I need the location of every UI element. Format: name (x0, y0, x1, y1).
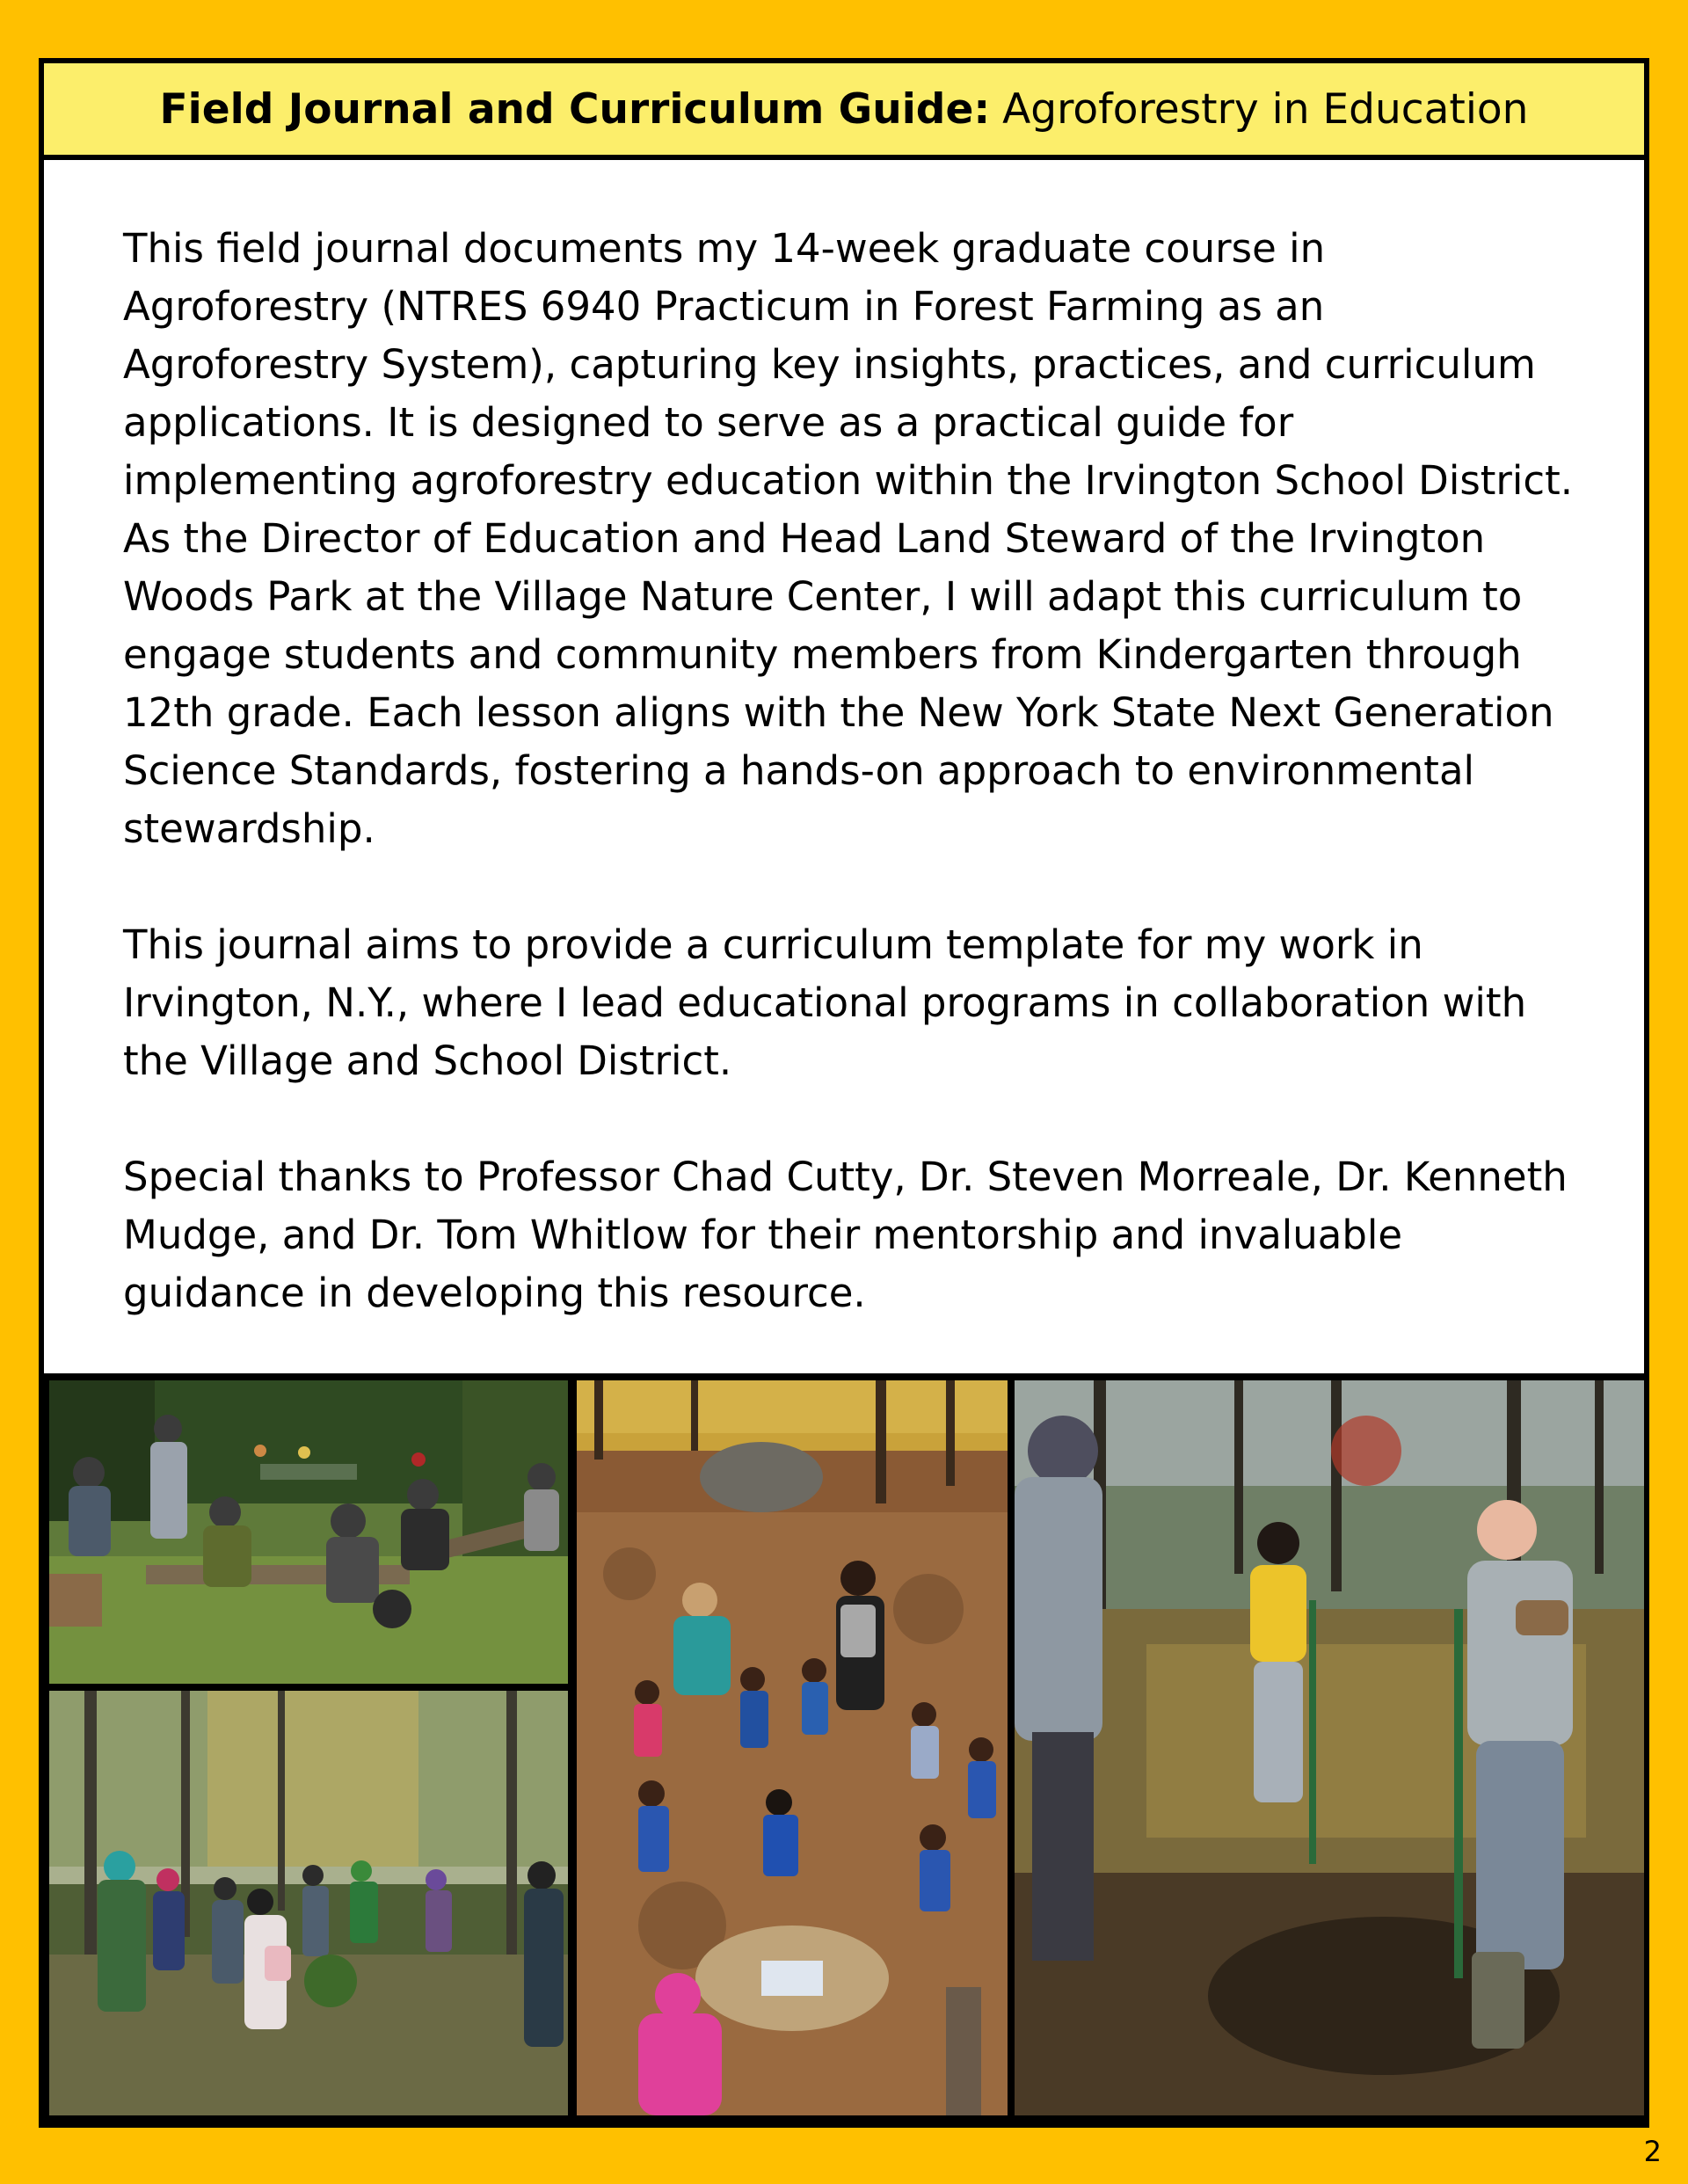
photo-collage (44, 1373, 1644, 2122)
title-rest: Agroforestry in Education (1002, 84, 1529, 134)
title-bold: Field Journal and Curriculum Guide: (159, 84, 991, 134)
thanks-paragraph: Special thanks to Professor Chad Cutty, Dr. Steven Morreale, Dr. Kenneth Mudge, and Dr. Tom Whitlow for their mentorship and invaluable guidance in developing this resource. (123, 1154, 1568, 1316)
page-number: 2 (1643, 2135, 1662, 2168)
photo-forest-walk (49, 1691, 568, 2115)
intro-text-box (44, 160, 1644, 1373)
page-frame (39, 58, 1649, 2128)
page-title (44, 63, 1644, 160)
purpose-paragraph: This journal aims to provide a curriculum template for my work in Irvington, N.Y., where I lead educational programs in collaboration with the Village and School District. (123, 921, 1527, 1084)
intro-paragraph: This field journal documents my 14-week graduate course in Agroforestry (NTRES 6940 Practicum in Forest Farming as an Agroforestry System), capturing key insights, practices, and curriculum applications. It is designed to serve as a practical guide for implementing agroforestry education within the Irvington School District. As the Director of Education and Head Land Steward of the Irvington Woods Park at the Village Nature Center, I will adapt this curriculum to engage students and community members from Kindergarten through 12th grade. Each lesson aligns with the New York State Next Generation Science Standards, fostering a hands-on approach to environmental stewardship. (123, 225, 1574, 852)
photo-children-leaves (577, 1380, 1008, 2115)
photo-group-circle (49, 1380, 568, 1684)
photo-planting (1015, 1380, 1644, 2115)
